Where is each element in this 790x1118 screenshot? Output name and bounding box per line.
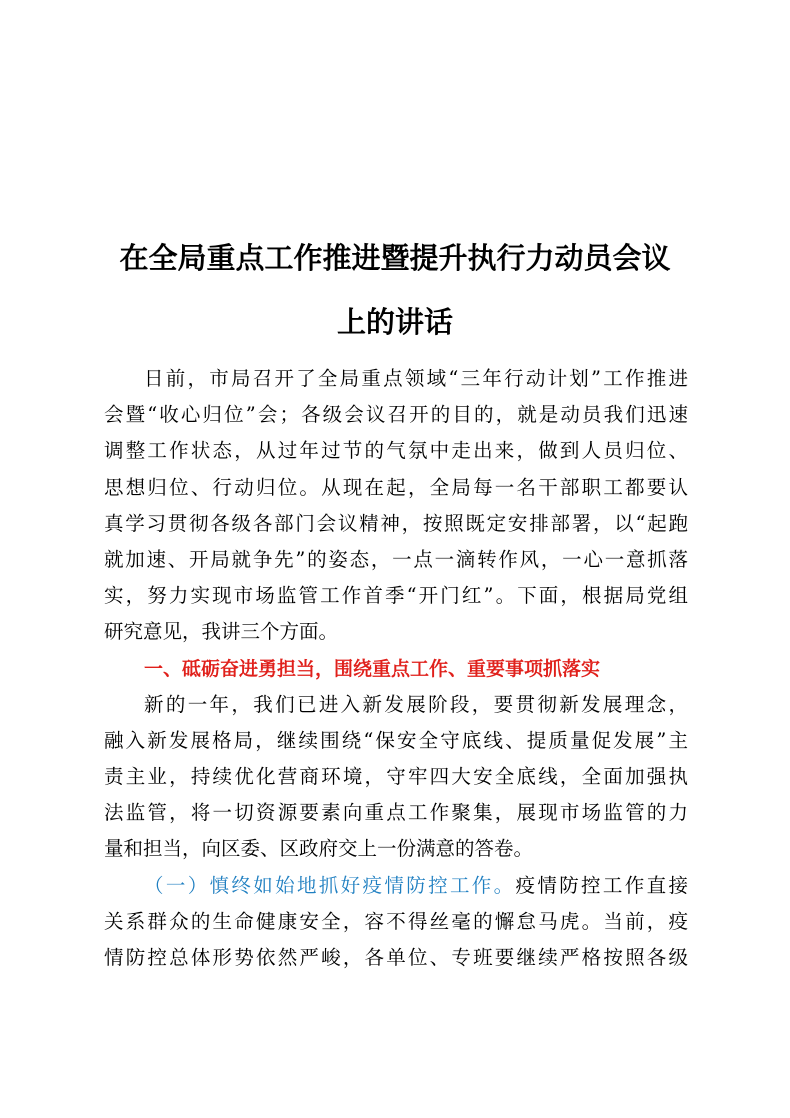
text-line <box>104 868 688 904</box>
section-heading-1 <box>104 651 688 687</box>
heading-text: 一、砥砺奋进勇担当，围绕重点工作、重要事项抓落实 <box>144 657 601 680</box>
text-line: 就加速、开局就争先”的姿态，一点一滴转作风，一心一意抓落 <box>104 547 688 571</box>
text-line: 会暨“收心归位”会；各级会议召开的目的，就是动员我们迅速 <box>104 403 688 427</box>
text-line: 法监管，将一切资源要素向重点工作聚集，展现市场监管的力 <box>104 801 688 825</box>
document-title <box>100 226 690 354</box>
text-line: 责主业，持续优化营商环境，守牢四大安全底线，全面加强执 <box>104 765 688 789</box>
title-line-2: 上的讲话 <box>336 305 453 339</box>
paragraph-section-1 <box>104 687 688 868</box>
paragraph-subsection-1 <box>104 868 688 977</box>
text-line: 量和担当，向区委、区政府交上一份满意的答卷。 <box>104 837 534 861</box>
text-line: 日前，市局召开了全局重点领域“三年行动计划”工作推进 <box>144 367 688 390</box>
text-line: 实，努力实现市场监管工作首季“开门红”。下面，根据局党组 <box>104 584 688 608</box>
paragraph-intro <box>104 361 688 651</box>
subheading-text: （一）慎终如始地抓好疫情防控工作。 <box>144 873 516 897</box>
document-body <box>104 361 688 976</box>
text-line: 情防控总体形势依然严峻，各单位、专班要继续严格按照各级 <box>104 946 688 969</box>
text-line: 关系群众的生命健康安全，容不得丝毫的懈怠马虎。当前，疫 <box>104 909 688 933</box>
text-line: 思想归位、行动归位。从现在起，全局每一名干部职工都要认 <box>104 475 688 499</box>
text-line: 新的一年，我们已进入新发展阶段，要贯彻新发展理念， <box>144 692 688 716</box>
text-line: 调整工作状态，从过年过节的气氛中走出来，做到人员归位、 <box>104 439 688 463</box>
text-line: 真学习贯彻各级各部门会议精神，按照既定安排部署，以“起跑 <box>104 511 688 535</box>
title-line-1: 在全局重点工作推进暨提升执行力动员会议 <box>119 241 671 275</box>
text-line: 研究意见，我讲三个方面。 <box>104 620 339 644</box>
text-run: 疫情防控工作直接 <box>515 873 688 897</box>
text-line: 融入新发展格局，继续围绕“保安全守底线、提质量促发展”主 <box>104 728 688 752</box>
